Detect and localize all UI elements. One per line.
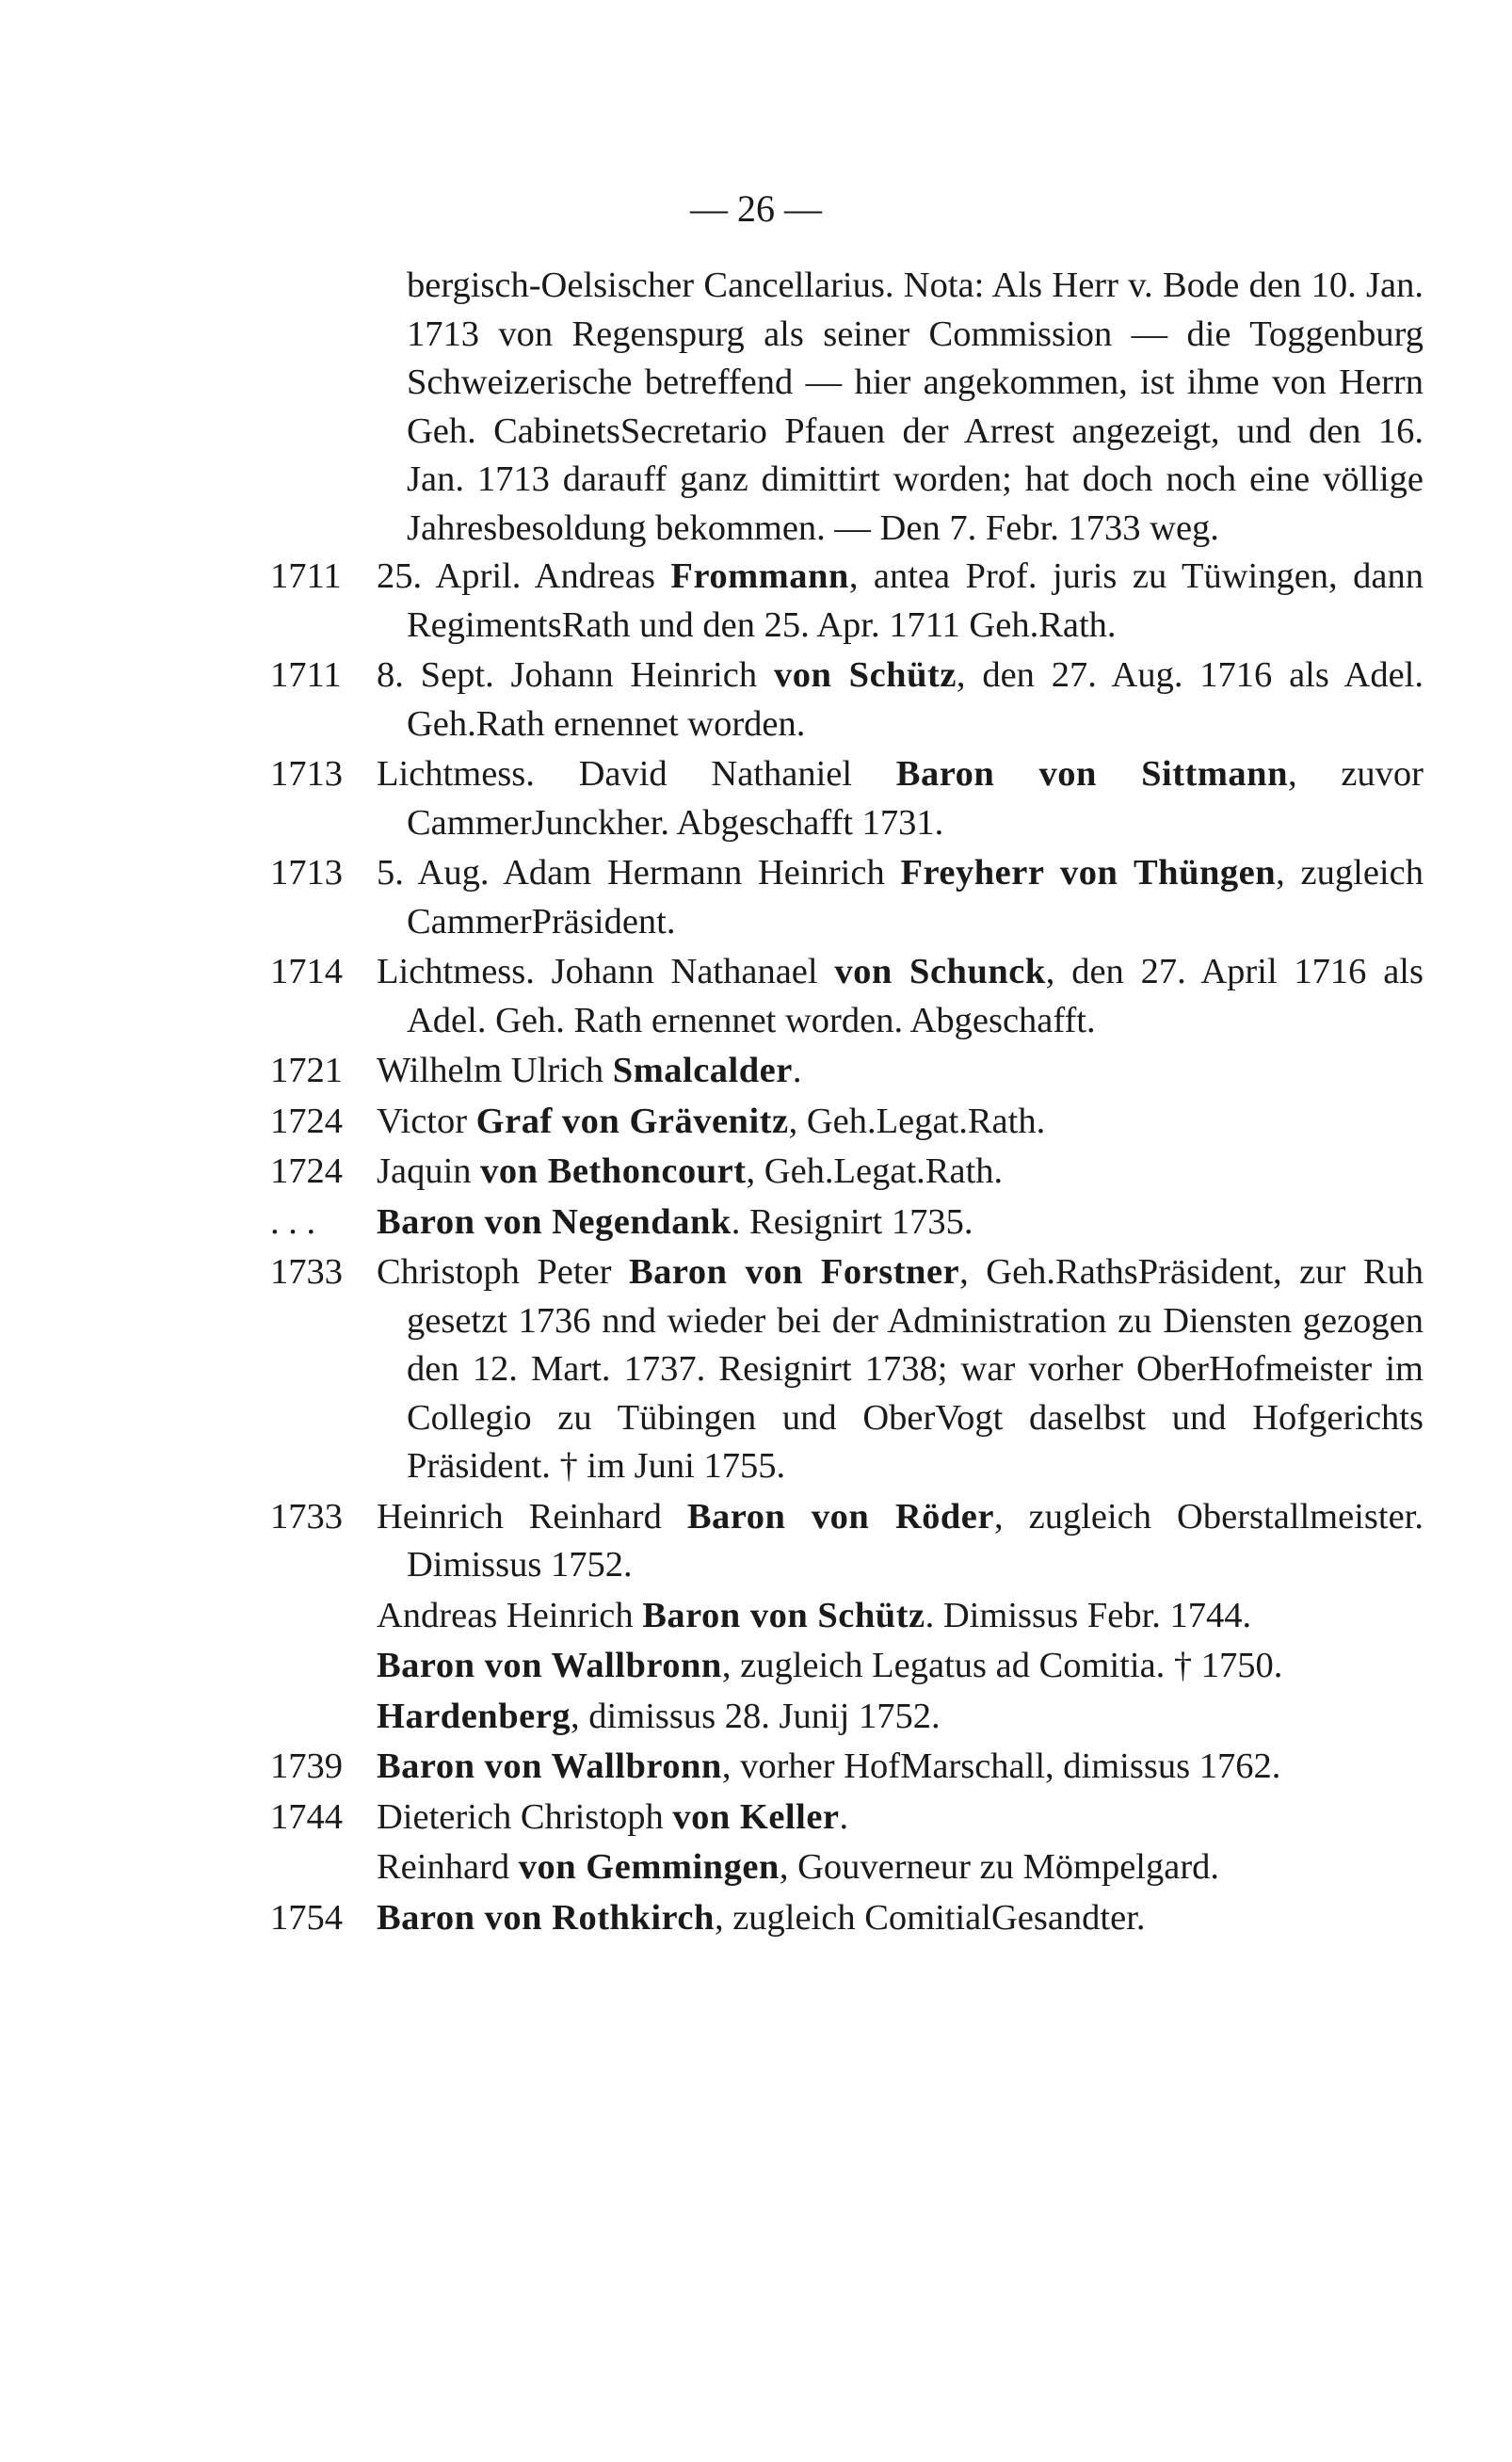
entry-post: , zugleich Oberstallmeister. Dimissus 1752.: [407, 1496, 1424, 1585]
entry-post: . Resignirt 1735.: [731, 1201, 973, 1242]
entry-post: , den 27. Aug. 1716 als Adel. Geh.Rath ernennet worden.: [407, 655, 1424, 744]
entry-pre: Victor: [377, 1101, 476, 1141]
entry-row: [0, 1843, 1512, 1892]
entry-name: Baron von Wallbronn: [377, 1746, 722, 1786]
entry-text: [377, 849, 1424, 946]
entry-post: , Geh.RathsPräsident, zur Ruh gesetzt 1736 nnd wieder bei der Administration zu Diensten gezogen den 12. Mart. 1737. Resignirt 1738; war vorher OberHofmeister im Collegio zu Tübingen und OberVogt daselbst und Hofgerichts Präsident. † im Juni 1755.: [407, 1252, 1424, 1486]
entry-text: [377, 948, 1424, 1045]
entry-post: , den 27. April 1716 als Adel. Geh. Rath ernennet worden. Abgeschafft.: [407, 952, 1424, 1040]
entry-text: [377, 1199, 1424, 1247]
entry-name: Hardenberg: [377, 1696, 571, 1736]
entry-name: Baron von Schütz: [642, 1595, 925, 1635]
entry-text: [377, 1894, 1424, 1943]
entry-pre: Lichtmess. David Nathaniel: [377, 754, 896, 794]
entry-year: 1721: [270, 1051, 343, 1090]
entry-name: von Schunck: [834, 952, 1046, 991]
entry-year: 1754: [270, 1897, 343, 1938]
entry-row: [0, 1642, 1512, 1691]
entry-text: [377, 1047, 1424, 1096]
entry-post: .: [792, 1051, 802, 1090]
entry-post: , antea Prof. juris zu Tüwingen, dann RegimentsRath und den 25. Apr. 1711 Geh.Rath.: [407, 556, 1424, 645]
entry-name: Baron von Sittmann: [895, 754, 1288, 794]
entry-post: , Geh.Legat.Rath.: [788, 1101, 1046, 1141]
entry-text: [377, 1592, 1424, 1641]
entry-name: Frommann: [670, 556, 849, 596]
entry-post: , zugleich CammerPräsident.: [407, 853, 1424, 941]
entry-text: [377, 1843, 1424, 1892]
entry-name: Smalcalder: [612, 1051, 793, 1090]
entry-year: 1711: [270, 556, 342, 596]
entry-text: [377, 1743, 1424, 1792]
entry-post: , zugleich ComitialGesandter.: [714, 1897, 1146, 1938]
entry-row: [0, 1098, 1512, 1147]
entry-pre: Reinhard: [377, 1847, 519, 1887]
entry-post: , zugleich Legatus ad Comitia. † 1750.: [721, 1646, 1283, 1685]
entry-text: [377, 750, 1424, 847]
entry-pre: 8. Sept. Johann Heinrich: [377, 655, 774, 695]
entry-row: [0, 553, 1512, 650]
entry-row: [0, 1493, 1512, 1590]
entry-row: [0, 1794, 1512, 1842]
entry-name: Freyherr von Thüngen: [900, 853, 1277, 893]
entry-pre: 25. April. Andreas: [377, 556, 671, 596]
entry-row: [0, 1743, 1512, 1792]
entry-post: .: [839, 1796, 849, 1837]
entry-row: [0, 948, 1512, 1045]
entry-text: [377, 1098, 1424, 1147]
entry-text: [377, 1493, 1424, 1590]
entry-year: 1724: [270, 1101, 343, 1141]
entry-name: von Schütz: [773, 655, 957, 695]
entry-text: [377, 1642, 1424, 1691]
entry-pre: Christoph Peter: [377, 1252, 629, 1292]
entry-row: [0, 1047, 1512, 1096]
page-number: — 26 —: [690, 187, 822, 230]
entry-post: , dimissus 28. Junij 1752.: [571, 1696, 941, 1736]
entry-name: Baron von Negendank: [377, 1201, 732, 1242]
entry-pre: Heinrich Reinhard: [377, 1496, 687, 1537]
entry-text: [377, 1248, 1424, 1491]
entry-name: Baron von Rothkirch: [377, 1897, 715, 1938]
entry-year: 1744: [270, 1796, 343, 1837]
entry-list: [0, 553, 1512, 1942]
entry-name: Baron von Röder: [686, 1496, 994, 1537]
entry-text: [377, 1148, 1424, 1197]
entry-row: [0, 849, 1512, 946]
entry-text: [377, 1794, 1424, 1842]
entry-pre: Andreas Heinrich: [377, 1595, 643, 1635]
entry-year: 1711: [270, 655, 342, 695]
entry-row: [0, 1248, 1512, 1491]
entry-text: [377, 1693, 1424, 1742]
entry-post: , Gouverneur zu Mömpelgard.: [779, 1847, 1220, 1887]
entry-post: . Dimissus Febr. 1744.: [925, 1595, 1252, 1635]
entry-pre: Dieterich Christoph: [377, 1796, 673, 1837]
entry-row: [0, 1199, 1512, 1247]
entry-year: 1713: [270, 754, 343, 794]
entry-name: Graf von Grävenitz: [475, 1101, 789, 1141]
entry-name: Baron von Forstner: [629, 1252, 960, 1292]
entry-post: , vorher HofMarschall, dimissus 1762.: [721, 1746, 1281, 1786]
entry-name: von Bethoncourt: [480, 1151, 747, 1191]
entry-name: von Gemmingen: [518, 1847, 780, 1887]
entry-pre: Jaquin: [377, 1151, 481, 1191]
entry-row: [0, 652, 1512, 748]
entry-year: 1714: [270, 952, 343, 991]
entry-text: [377, 652, 1424, 748]
entry-year: . . .: [270, 1201, 316, 1242]
entry-row: [0, 1148, 1512, 1197]
entry-row: [0, 750, 1512, 847]
entry-pre: 5. Aug. Adam Hermann Heinrich: [377, 853, 901, 893]
entry-post: , zuvor CammerJunckher. Abgeschafft 1731.: [407, 754, 1424, 843]
entry-post: , Geh.Legat.Rath.: [746, 1151, 1004, 1191]
entry-year: 1713: [270, 853, 343, 893]
entry-year: 1724: [270, 1151, 343, 1191]
entry-name: Baron von Wallbronn: [377, 1646, 722, 1685]
entry-row: [0, 1894, 1512, 1943]
entry-text: [377, 553, 1424, 650]
entry-name: von Keller: [672, 1796, 840, 1837]
entry-year: 1739: [270, 1746, 343, 1786]
entry-pre: Wilhelm Ulrich: [377, 1051, 613, 1090]
entry-year: 1733: [270, 1496, 343, 1537]
entry-row: [0, 1693, 1512, 1742]
entry-pre: Lichtmess. Johann Nathanael: [377, 952, 835, 991]
entry-row: [0, 1592, 1512, 1641]
entry-year: 1733: [270, 1252, 343, 1292]
intro-paragraph: bergisch-Oelsischer Cancellarius. Nota: Als Herr v. Bode den 10. Jan. 1713 von Regenspurg als seiner Commission — die Toggenburg Schweizerische betreffend — hier angekommen, ist ihme von Herrn Geh. CabinetsSecretario Pfauen der Arrest angezeigt, und den 16. Jan. 1713 darauff ganz dimittirt worden; hat doch noch eine völlige Jahresbesoldung bekommen. — Den 7. Febr. 1733 weg.: [407, 266, 1424, 548]
document-body: [0, 262, 1512, 1944]
